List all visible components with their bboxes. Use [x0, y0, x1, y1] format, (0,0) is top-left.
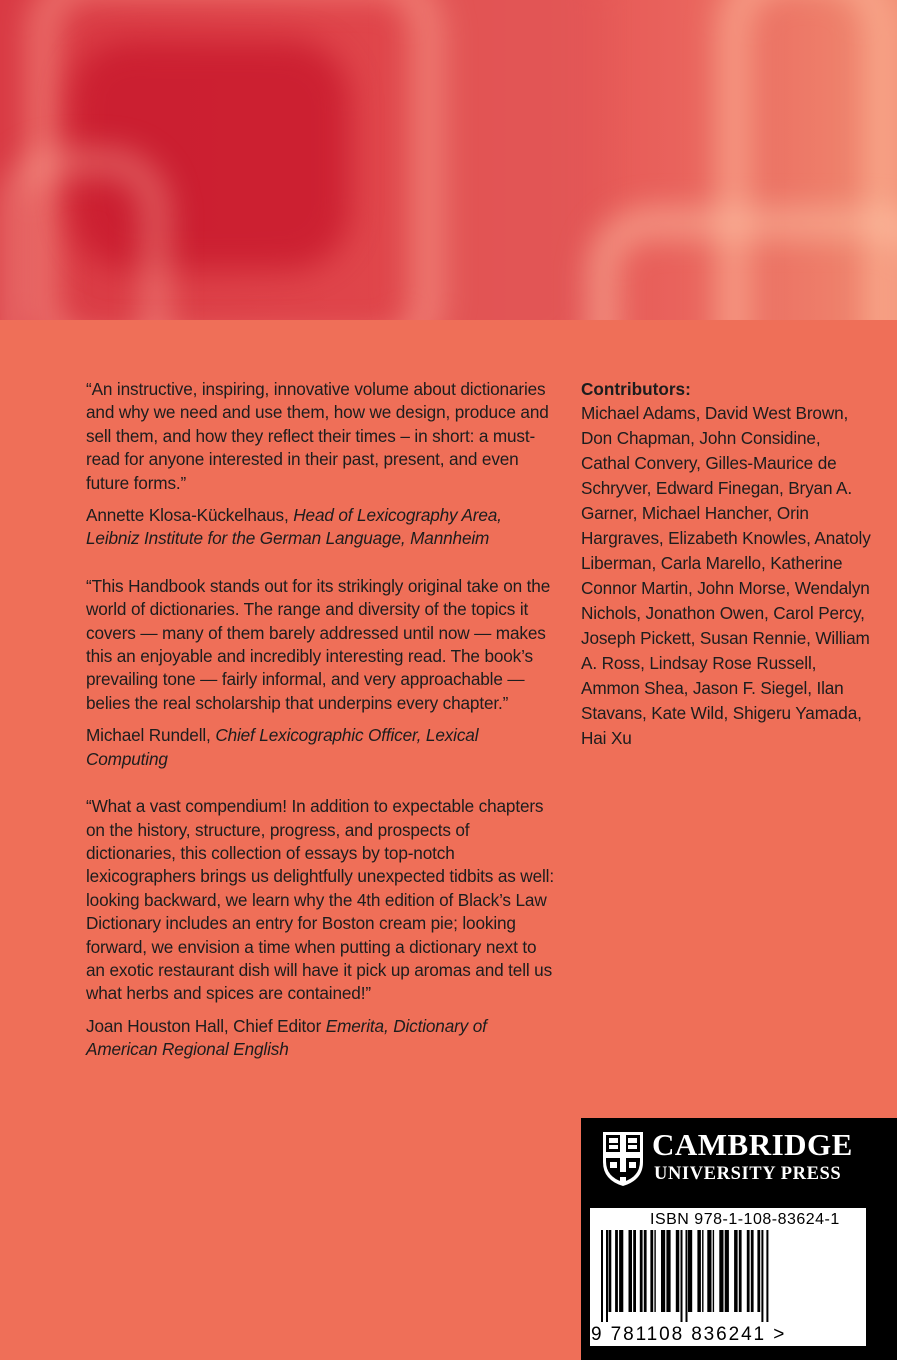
- barcode-bar: [606, 1230, 608, 1322]
- isbn-label: ISBN 978-1-108-83624-1: [650, 1211, 840, 1228]
- contributors: [581, 378, 871, 751]
- publisher-name: CAMBRIDGE: [652, 1127, 853, 1162]
- barcode-bar: [654, 1230, 655, 1312]
- barcode-bar: [619, 1230, 623, 1312]
- publisher-subtitle: UNIVERSITY PRESS: [654, 1164, 842, 1184]
- quote-attribution: [86, 504, 556, 551]
- quote-attribution: [86, 724, 556, 771]
- barcode-bar: [629, 1230, 633, 1312]
- barcode-bar: [661, 1230, 665, 1312]
- quote-attribution: [86, 1015, 556, 1062]
- quote-role: Head of Lexicography Area, Leibniz Institute for the German Language, Mannheim: [86, 505, 502, 549]
- barcode-digits: 9 781108 836241 >: [591, 1324, 787, 1345]
- contributors-heading: Contributors:: [581, 379, 691, 399]
- quote-role: Chief Lexicographic Officer, Lexical Computing: [86, 725, 479, 769]
- quote-role: Emerita, Dictionary of American Regional English: [86, 1015, 487, 1060]
- barcode-bar: [761, 1230, 763, 1322]
- barcode-bar: [681, 1230, 683, 1322]
- cover-art-banner: [0, 0, 897, 320]
- barcode-bar: [688, 1230, 692, 1312]
- endorsements: [86, 378, 556, 1086]
- barcode-bar: [697, 1230, 701, 1312]
- endorsement-1: [86, 378, 556, 551]
- barcode-bar: [601, 1230, 603, 1322]
- barcode-bar: [676, 1230, 680, 1312]
- barcode-bar: [747, 1230, 750, 1312]
- university-crest-icon: [601, 1130, 645, 1188]
- contributors-list: Michael Adams, David West Brown, Don Chapman, John Considine, Cathal Convery, Gilles-Maurice de Schryver, Edward Finegan, Bryan A. Garner, Michael Hancher, Orin Hargraves, Elizabeth Knowles, Anatoly Liberman, Carla Marello, Katherine Connor Martin, John Morse, Wendalyn Nichols, Jonathon Owen, Carol Percy, Joseph Pickett, Susan Rennie, William A. Ross, Lindsay Rose Russell, Ammon Shea, Jason F. Siegel, Ilan Stavans, Kate Wild, Shigeru Yamada, Hai Xu: [581, 403, 871, 749]
- endorsement-3: [86, 795, 556, 1061]
- quote-author: Joan Houston Hall, Chief Editor: [86, 1015, 322, 1036]
- barcode-bar: [650, 1230, 653, 1312]
- barcode-bar: [702, 1230, 703, 1312]
- barcode-bar: [719, 1230, 723, 1312]
- barcode-bar: [633, 1230, 636, 1312]
- quote-text: “An instructive, inspiring, innovative volume about dictionaries and why we need and use them, how we design, produce and sell them, and how they reflect their times – in short: a must-read for anyone interested in their past, present, and even future forms.”: [86, 379, 549, 493]
- barcode-bar: [739, 1230, 742, 1312]
- barcode-bar: [713, 1230, 714, 1312]
- barcode-bar: [757, 1230, 760, 1312]
- barcode-bar: [666, 1230, 670, 1312]
- quote-text: “What a vast compendium! In addition to expectable chapters on the history, structure, progress, and prospects of dictionaries, this collection of essays by top-notch lexicographers brings us delightfully unexpected tidbits as well: looking backward, we learn why the 4th edition of Black’s Law Dictionary includes an entry for Boston cream pie; looking forward, we envision a time when putting a dictionary next to an exotic restaurant dish will have it pick up aromas and tell us what herbs and spices are contained!”: [86, 796, 554, 1004]
- quote-text: “This Handbook stands out for its strikingly original take on the world of dictionaries. The range and diversity of the topics it covers — many of them barely addressed until now — makes this an enjoyable and incredibly interesting read. The book’s prevailing tone — fairly informal, and very approachable — belies the real scholarship that underpins every chapter.”: [86, 575, 551, 713]
- endorsement-2: [86, 575, 556, 771]
- barcode-bar: [686, 1230, 688, 1322]
- barcode: [597, 1230, 859, 1322]
- barcode-bar: [725, 1230, 729, 1312]
- publisher-imprint: [581, 1118, 897, 1360]
- barcode-bar: [766, 1230, 768, 1322]
- barcode-bar: [615, 1230, 618, 1312]
- quote-author: Michael Rundell,: [86, 725, 211, 746]
- barcode-bar: [640, 1230, 643, 1312]
- barcode-bar: [609, 1230, 612, 1312]
- barcode-bar: [734, 1230, 738, 1312]
- barcode-bar: [751, 1230, 754, 1312]
- barcode-bar: [707, 1230, 711, 1312]
- barcode-bar: [644, 1230, 647, 1312]
- quote-author: Annette Klosa-Kückelhaus,: [86, 505, 289, 526]
